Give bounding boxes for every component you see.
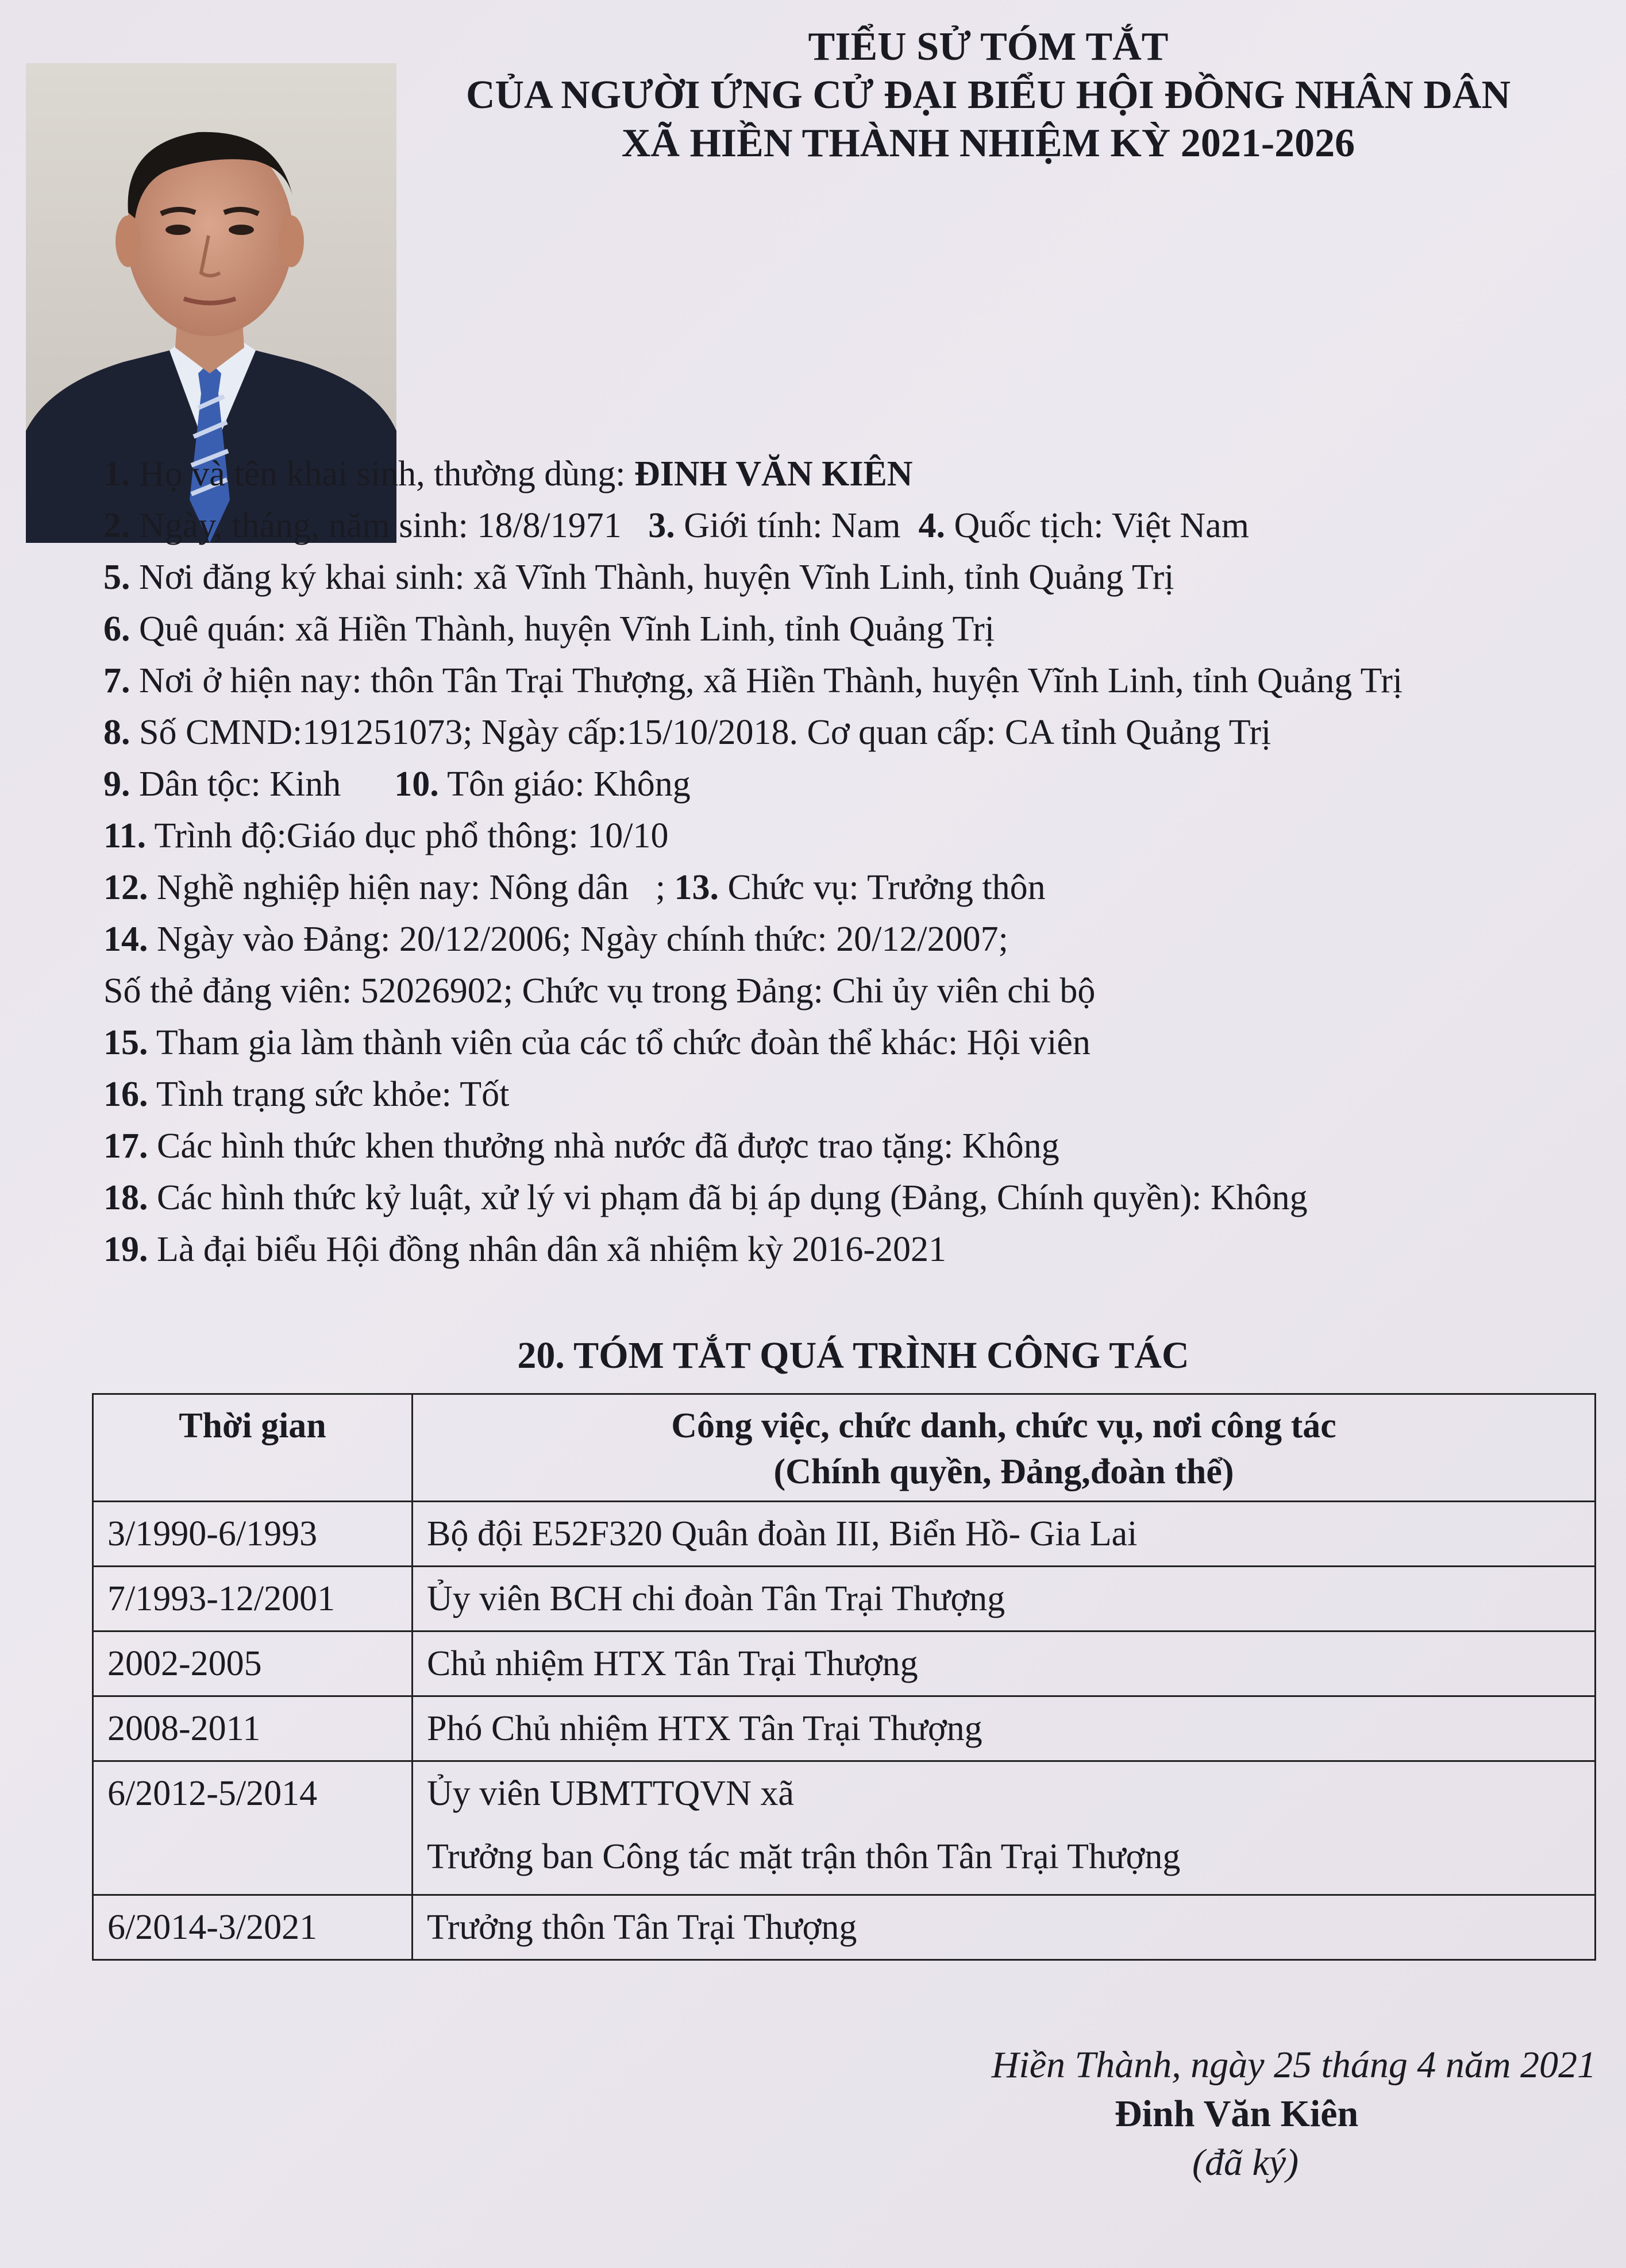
item-number: 2. [103,506,130,545]
description-line: Ủy viên UBMTTQVN xã [427,1774,794,1813]
info-line-id-card [103,707,1574,758]
work-history-table [92,1393,1596,1961]
info-line-occupation [103,862,1574,913]
description-cell [413,1761,1596,1895]
column-header-line: (Chính quyền, Đảng,đoàn thể) [773,1452,1234,1491]
info-line-party-dates [103,913,1574,965]
item-number: 3. [648,506,675,545]
time-cell: 6/2012-5/2014 [93,1761,413,1895]
item-label: Số thẻ đảng viên: 52026902; Chức vụ trong Đảng: Chi ủy viên chi bộ [103,971,1096,1010]
description-cell: Chủ nhiệm HTX Tân Trại Thượng [413,1631,1596,1696]
info-line-previous-term [103,1224,1574,1275]
item-label: Tham gia làm thành viên của các tổ chức đoàn thể khác: Hội viên [148,1023,1091,1062]
table-row [93,1895,1596,1960]
item-label: Tình trạng sức khỏe: Tốt [148,1075,510,1114]
description-cell: Trưởng thôn Tân Trại Thượng [413,1895,1596,1960]
item-label: Giới tính: Nam [675,506,919,545]
personal-info [103,448,1574,1275]
item-number: 13. [674,868,719,907]
description-cell: Phó Chủ nhiệm HTX Tân Trại Thượng [413,1696,1596,1761]
item-number: 10. [394,765,439,804]
item-label: Các hình thức kỷ luật, xử lý vi phạm đã bị áp dụng (Đảng, Chính quyền): Không [148,1178,1308,1217]
item-label: Nghề nghiệp hiện nay: Nông dân ; [148,868,675,907]
item-number: 9. [103,765,130,804]
candidate-name: ĐINH VĂN KIÊN [634,454,913,493]
item-label: Các hình thức khen thưởng nhà nước đã được trao tặng: Không [148,1127,1059,1166]
item-label: Quê quán: xã Hiền Thành, huyện Vĩnh Linh, tỉnh Quảng Trị [130,610,995,649]
item-label: Quốc tịch: Việt Nam [945,506,1249,545]
info-line-organizations [103,1017,1574,1069]
item-label: Là đại biểu Hội đồng nhân dân xã nhiệm kỳ 2016-2021 [148,1230,947,1269]
item-number: 7. [103,661,130,700]
title-line-2: CỦA NGƯỜI ỨNG CỬ ĐẠI BIỂU HỘI ĐỒNG NHÂN DÂN [465,73,1511,117]
item-number: 19. [103,1230,148,1269]
item-number: 8. [103,713,130,752]
item-number: 4. [918,506,946,545]
title-line-1: TIỂU SỬ TÓM TẮT [808,25,1169,69]
info-line-awards [103,1120,1574,1172]
info-line-education [103,810,1574,862]
item-number: 1. [103,454,130,493]
item-label: Trình độ:Giáo dục phổ thông: 10/10 [146,816,669,855]
info-line-residence [103,655,1574,707]
info-line-birth [103,500,1574,551]
column-header-line: Công việc, chức danh, chức vụ, nơi công tác [671,1406,1336,1445]
item-label: Ngày, tháng, năm sinh: 18/8/1971 [130,506,649,545]
item-number: 18. [103,1178,148,1217]
item-number: 14. [103,920,148,959]
document-title [402,23,1574,168]
item-label: Ngày vào Đảng: 20/12/2006; Ngày chính thức: 20/12/2007; [148,920,1008,959]
time-cell: 6/2014-3/2021 [93,1895,413,1960]
table-header-row [93,1394,1596,1502]
time-cell: 2008-2011 [93,1696,413,1761]
signature-date: Hiền Thành, ngày 25 tháng 4 năm 2021 [991,2044,1596,2086]
signature-note: (đã ký) [1192,2142,1299,2184]
column-header-description [413,1394,1596,1502]
table-row [93,1567,1596,1631]
info-line-hometown [103,603,1574,655]
item-label: Tôn giáo: Không [438,765,691,804]
item-label: Dân tộc: Kinh [130,765,395,804]
table-row [93,1631,1596,1696]
item-label: Họ và tên khai sinh, thường dùng: [130,454,634,493]
description-cell: Bộ đội E52F320 Quân đoàn III, Biển Hồ- Gia Lai [413,1502,1596,1567]
table-row [93,1696,1596,1761]
item-label: Nơi đăng ký khai sinh: xã Vĩnh Thành, huyện Vĩnh Linh, tỉnh Quảng Trị [130,558,1174,597]
item-number: 16. [103,1075,148,1114]
table-row [93,1502,1596,1567]
title-line-3: XÃ HIỀN THÀNH NHIỆM KỲ 2021-2026 [621,121,1355,165]
info-line-ethnicity [103,758,1574,810]
time-cell: 3/1990-6/1993 [93,1502,413,1567]
item-number: 15. [103,1023,148,1062]
time-cell: 2002-2005 [93,1631,413,1696]
description-line: Trưởng ban Công tác mặt trận thôn Tân Trại Thượng [427,1837,1181,1876]
info-line-health [103,1069,1574,1120]
item-label: Nơi ở hiện nay: thôn Tân Trại Thượng, xã Hiền Thành, huyện Vĩnh Linh, tỉnh Quảng Trị [130,661,1403,700]
info-line-party-card [103,965,1574,1017]
info-line-birthplace [103,551,1574,603]
column-header-time: Thời gian [93,1394,413,1502]
table-row [93,1761,1596,1895]
work-history-heading: 20. TÓM TẮT QUÁ TRÌNH CÔNG TÁC [517,1334,1189,1376]
item-number: 17. [103,1127,148,1166]
item-number: 6. [103,610,130,649]
item-label: Chức vụ: Trưởng thôn [719,868,1046,907]
info-line-discipline [103,1172,1574,1224]
time-cell: 7/1993-12/2001 [93,1567,413,1631]
signature-name: Đinh Văn Kiên [1115,2093,1359,2135]
item-number: 5. [103,558,130,597]
info-line-name [103,448,1574,500]
item-label: Số CMND:191251073; Ngày cấp:15/10/2018. Cơ quan cấp: CA tỉnh Quảng Trị [130,713,1271,752]
item-number: 11. [103,816,147,855]
item-number: 12. [103,868,148,907]
description-cell: Ủy viên BCH chi đoàn Tân Trại Thượng [413,1567,1596,1631]
